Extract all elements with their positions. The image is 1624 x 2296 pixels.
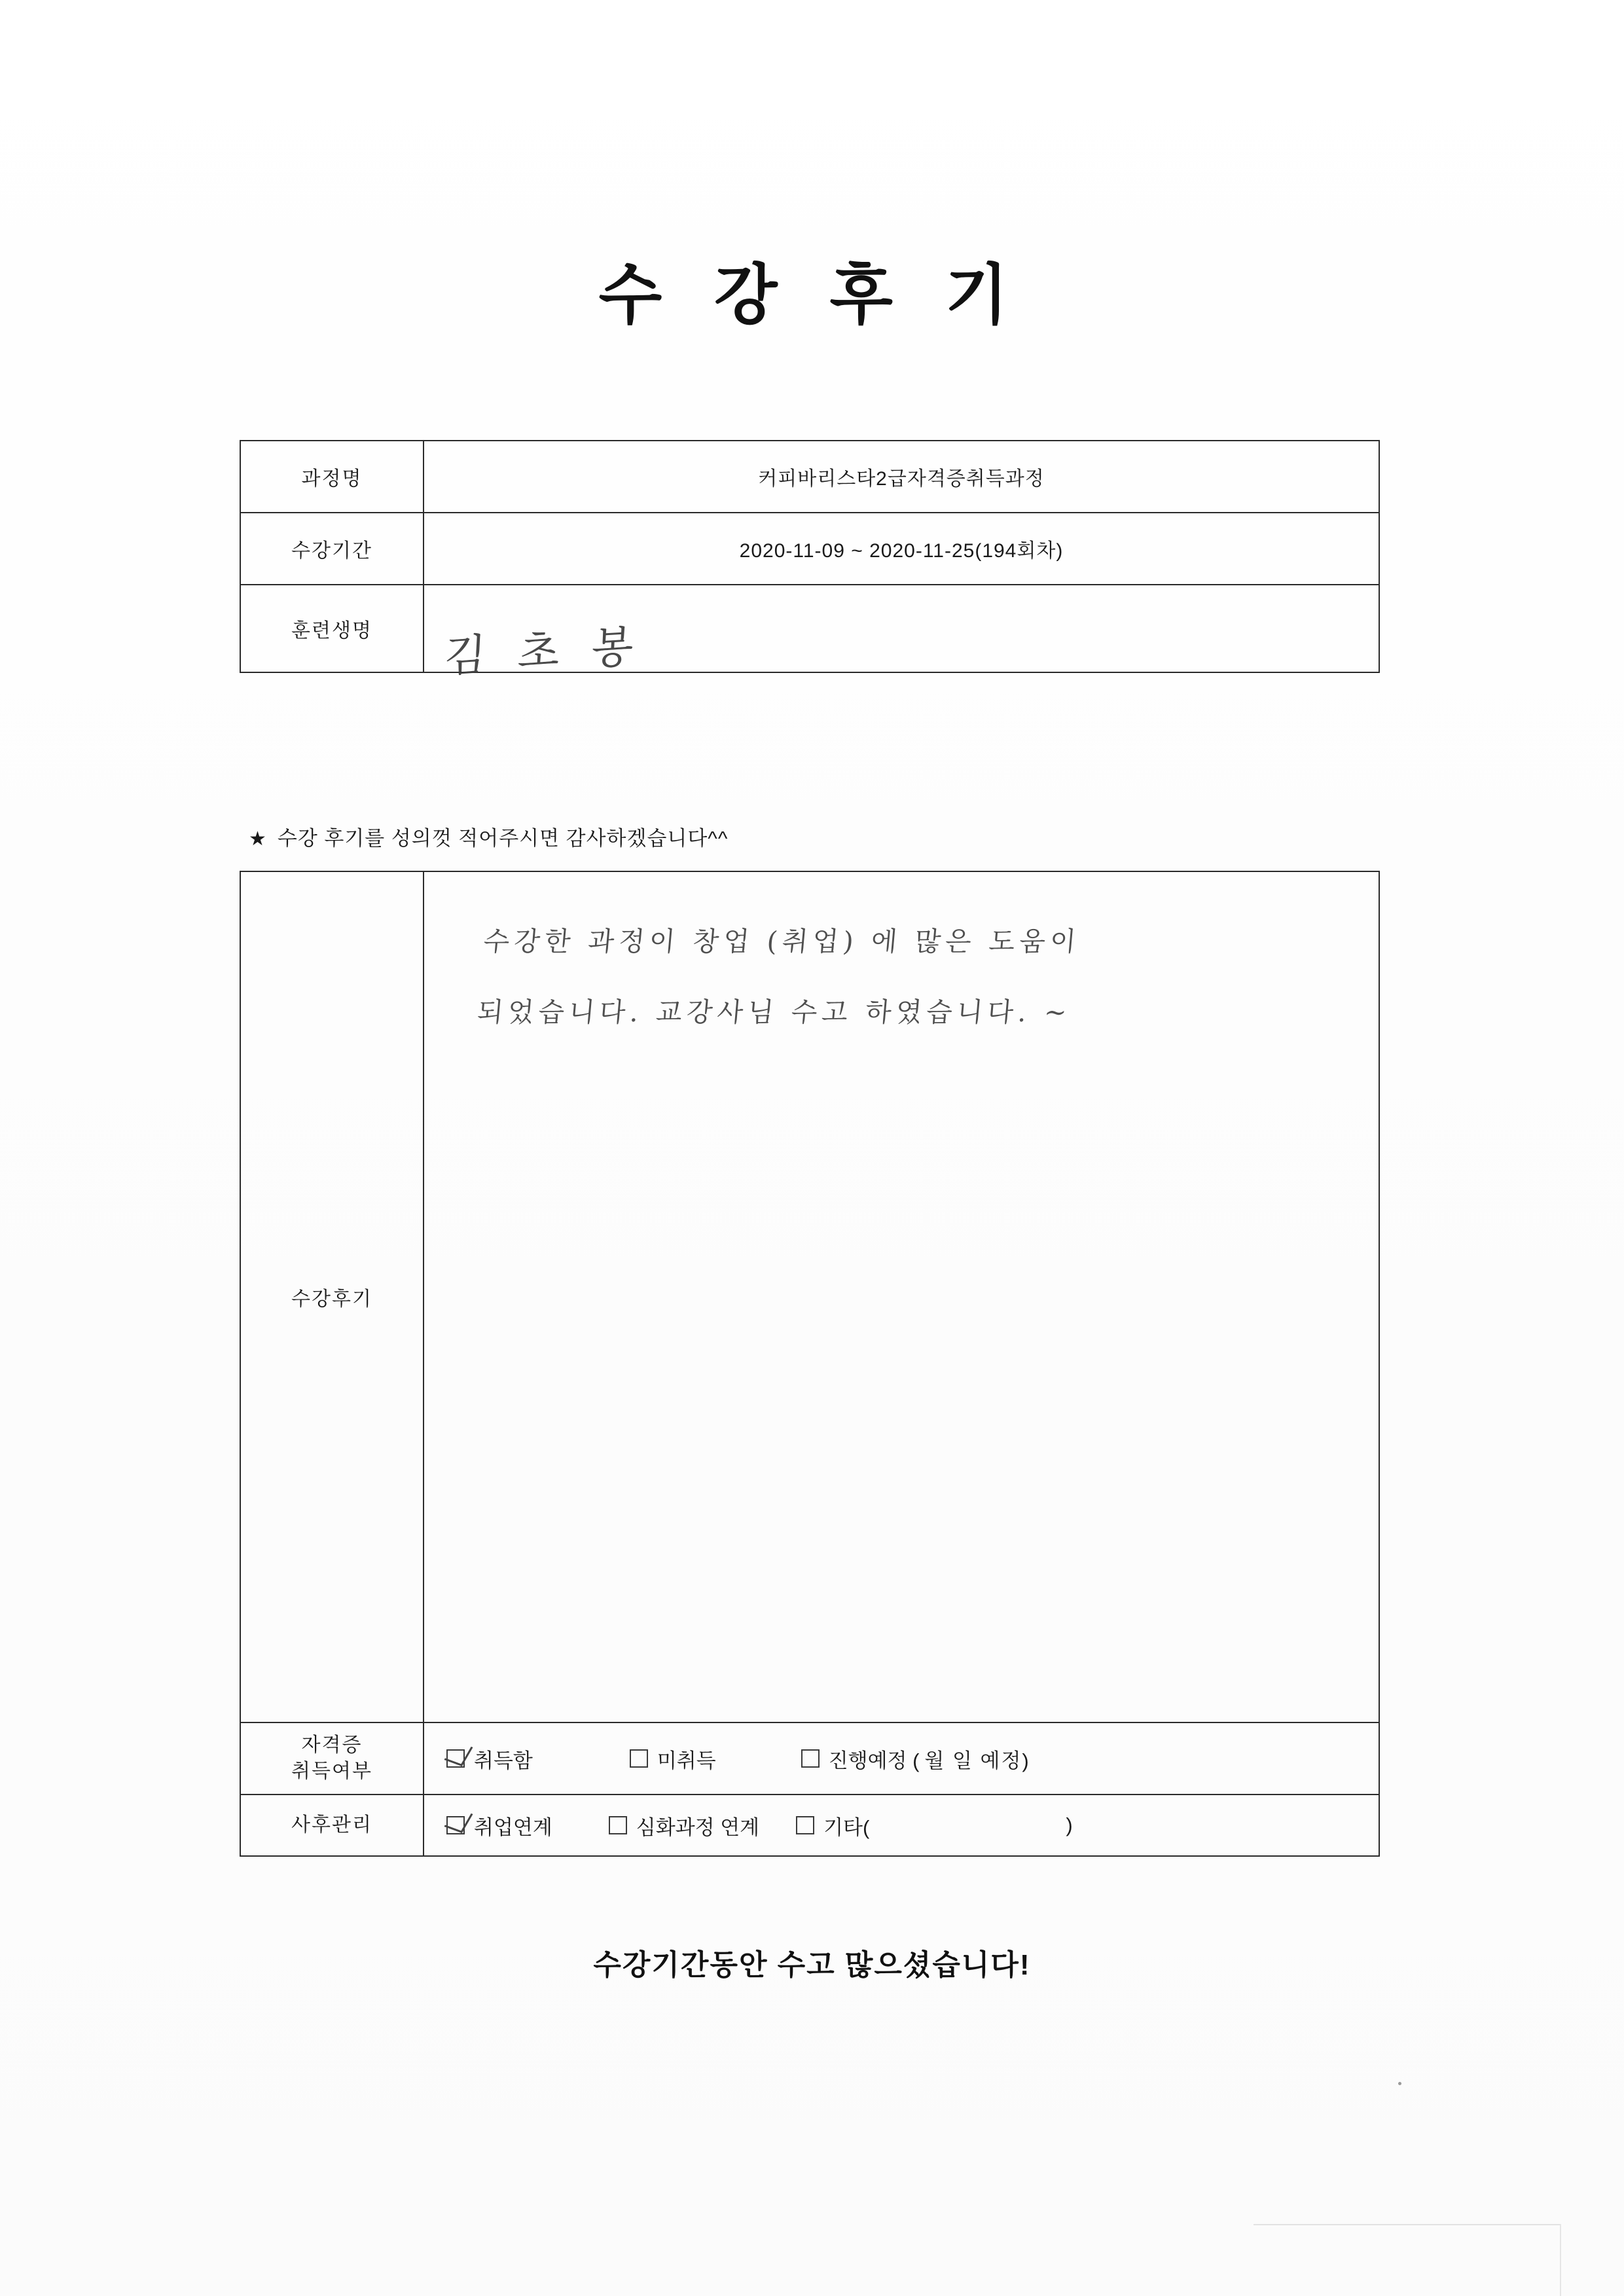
checkbox-option-not-acquired[interactable] bbox=[630, 1744, 716, 1774]
course-period-label: 수강기간 bbox=[240, 513, 424, 585]
checkbox-checked-icon[interactable] bbox=[446, 1816, 465, 1834]
table-row bbox=[240, 1722, 1379, 1795]
review-handwriting bbox=[475, 906, 1331, 1048]
checkbox-option-in-progress[interactable] bbox=[801, 1744, 1030, 1774]
course-name-label: 과정명 bbox=[240, 441, 424, 513]
page-title: 수 강 후 기 bbox=[598, 259, 1026, 332]
star-icon: ★ bbox=[249, 828, 267, 850]
trainee-name-handwriting: 김 초 봉 bbox=[442, 621, 644, 682]
certificate-status-label-line-1: 자격증 bbox=[301, 1734, 363, 1756]
checkbox-option-acquired-label: 취득함 bbox=[474, 1749, 533, 1772]
footer-message: 수강기간동안 수고 많으셨습니다! bbox=[593, 1949, 1031, 1981]
review-handwriting-line-2: 되었습니다. 교강사님 수고 하였습니다. ~ bbox=[476, 996, 1073, 1028]
review-instruction bbox=[249, 822, 728, 851]
trainee-name-value-cell bbox=[424, 585, 1379, 682]
checkbox-option-other[interactable] bbox=[796, 1811, 1073, 1840]
certificate-status-label-line-2: 취득여부 bbox=[291, 1760, 372, 1782]
scan-edge-line-horizontal bbox=[1254, 2224, 1561, 2225]
certificate-options-cell bbox=[424, 1722, 1379, 1795]
aftercare-other-close-paren: ) bbox=[1066, 1813, 1073, 1836]
review-table bbox=[240, 871, 1380, 1857]
checkbox-option-employment-link-label: 취업연계 bbox=[474, 1815, 552, 1839]
certificate-date-blank[interactable]: 월 일 예정) bbox=[924, 1749, 1030, 1772]
checkbox-option-acquired[interactable] bbox=[446, 1744, 533, 1774]
checkbox-empty-icon[interactable] bbox=[801, 1749, 820, 1768]
table-row bbox=[240, 871, 1379, 1722]
certificate-status-label bbox=[240, 1722, 424, 1795]
table-row bbox=[240, 1795, 1379, 1856]
review-label: 수강후기 bbox=[240, 871, 424, 1722]
aftercare-options-cell bbox=[424, 1795, 1379, 1856]
checkbox-option-advanced-course-label: 심화과정 연계 bbox=[636, 1815, 760, 1839]
checkbox-option-advanced-course[interactable] bbox=[609, 1811, 759, 1840]
checkbox-checked-icon[interactable] bbox=[446, 1749, 465, 1768]
review-handwriting-line-1: 수강한 과정이 창업 (취업) 에 많은 도움이 bbox=[482, 926, 1082, 957]
checkbox-option-not-acquired-label: 미취득 bbox=[657, 1749, 716, 1772]
aftercare-label: 사후관리 bbox=[240, 1795, 424, 1856]
review-instruction-text: 수강 후기를 성의껏 적어주시면 감사하겠습니다^^ bbox=[277, 827, 729, 850]
checkbox-option-other-label: 기타( bbox=[823, 1815, 870, 1839]
aftercare-options bbox=[424, 1795, 1379, 1855]
checkbox-empty-icon[interactable] bbox=[609, 1816, 627, 1834]
course-period-value: 2020-11-09 ~ 2020-11-25(194회차) bbox=[424, 513, 1379, 585]
certificate-options bbox=[424, 1723, 1379, 1794]
table-row bbox=[240, 585, 1379, 672]
course-info-table bbox=[240, 440, 1380, 682]
checkbox-option-in-progress-label: 진행예정 ( bbox=[828, 1749, 920, 1772]
table-row bbox=[240, 513, 1379, 585]
table-row bbox=[240, 441, 1379, 513]
checkbox-empty-icon[interactable] bbox=[630, 1749, 648, 1768]
scan-speck bbox=[1398, 2082, 1401, 2085]
trainee-name-label: 훈련생명 bbox=[240, 585, 424, 672]
scan-edge-line-vertical bbox=[1560, 2224, 1561, 2296]
checkbox-option-employment-link[interactable] bbox=[446, 1811, 552, 1840]
course-name-value: 커피바리스타2급자격증취득과정 bbox=[424, 441, 1379, 513]
checkbox-empty-icon[interactable] bbox=[796, 1816, 814, 1834]
review-body-cell bbox=[424, 871, 1379, 1722]
